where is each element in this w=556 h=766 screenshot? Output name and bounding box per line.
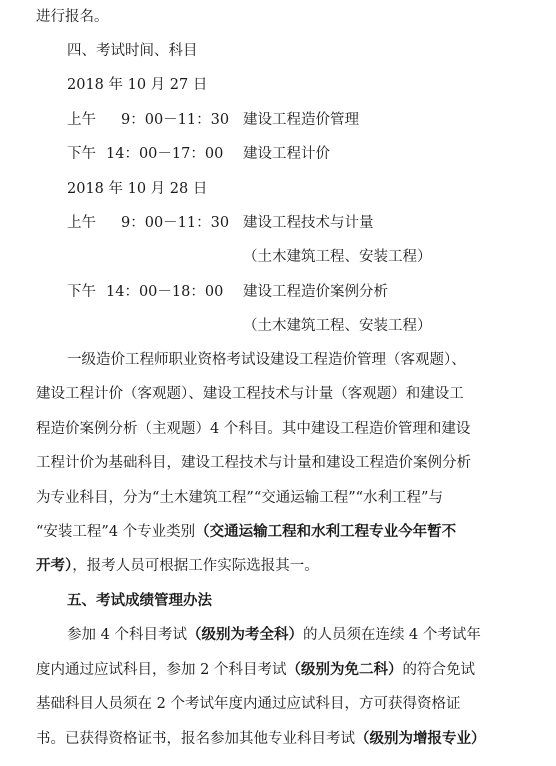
paragraph-line	[36, 660, 475, 680]
period-label: 下午	[67, 146, 96, 162]
bold-note: 开考）	[36, 557, 73, 574]
period-label: 上午	[67, 112, 96, 128]
paragraph-line	[36, 729, 486, 749]
paragraph-text: 参加 4 个科目考试	[67, 627, 187, 643]
time-range: 9：00－11：30	[121, 112, 230, 128]
exam-date: 2018 年 10 月 27 日	[67, 77, 208, 93]
subject-name: 建设工程技术与计量	[243, 215, 374, 231]
paragraph-text: 书。已获得资格证书，报名参加其他专业科目考试	[36, 731, 355, 747]
paragraph-text: ，报考人员可根据工作实际选报其一。	[72, 558, 319, 574]
paragraph-line: 为专业科目，分为“土木建筑工程”“交通运输工程”“水利工程”与	[36, 490, 443, 506]
subject-name: 建设工程造价管理	[243, 112, 359, 128]
paragraph-text: 的人员须在连续 4 个考试年	[302, 627, 481, 643]
paragraph-line: 一级造价工程师职业资格考试设建设工程造价管理（客观题）、	[67, 352, 466, 368]
paragraph-text: 的符合免试	[402, 662, 475, 678]
bold-note: （级别为免二科）	[286, 661, 403, 678]
paragraph-line	[36, 522, 456, 542]
bold-note: （交通运输工程和水利工程专业今年暂不	[195, 523, 457, 540]
paragraph-line: 程造价案例分析（主观题）4 个科目。其中建设工程造价管理和建设	[36, 421, 471, 437]
time-range: 14：00－18：00	[106, 284, 224, 300]
section-heading: 五、考试成绩管理办法	[67, 592, 212, 609]
subject-note: （土木建筑工程、安装工程）	[243, 249, 432, 265]
text-line: 进行报名。	[36, 9, 109, 25]
subject-name: 建设工程造价案例分析	[243, 284, 388, 300]
paragraph-line: 基础科目人员须在 2 个考试年度内通过应试科目，方可获得资格证	[36, 696, 461, 712]
exam-date: 2018 年 10 月 28 日	[67, 181, 208, 197]
paragraph-line	[36, 556, 319, 576]
paragraph-text: 度内通过应试科目，参加 2 个科目考试	[36, 662, 287, 678]
period-label: 上午	[67, 215, 96, 231]
subject-note: （土木建筑工程、安装工程）	[243, 318, 432, 334]
subject-name: 建设工程计价	[243, 146, 330, 162]
time-range: 14：00－17：00	[106, 146, 224, 162]
section-heading: 四、考试时间、科目	[67, 43, 198, 59]
time-range: 9：00－11：30	[121, 215, 230, 231]
paragraph-text: “安装工程”4 个专业类别	[36, 524, 196, 540]
bold-note: （级别为考全科）	[186, 626, 303, 643]
period-label: 下午	[67, 284, 96, 300]
paragraph-line	[67, 625, 481, 645]
paragraph-line: 工程计价为基础科目，建设工程技术与计量和建设工程造价案例分析	[36, 455, 471, 471]
bold-note: （级别为增报专业）	[355, 730, 486, 747]
paragraph-line: 建设工程计价（客观题）、建设工程技术与计量（客观题）和建设工	[36, 386, 464, 402]
